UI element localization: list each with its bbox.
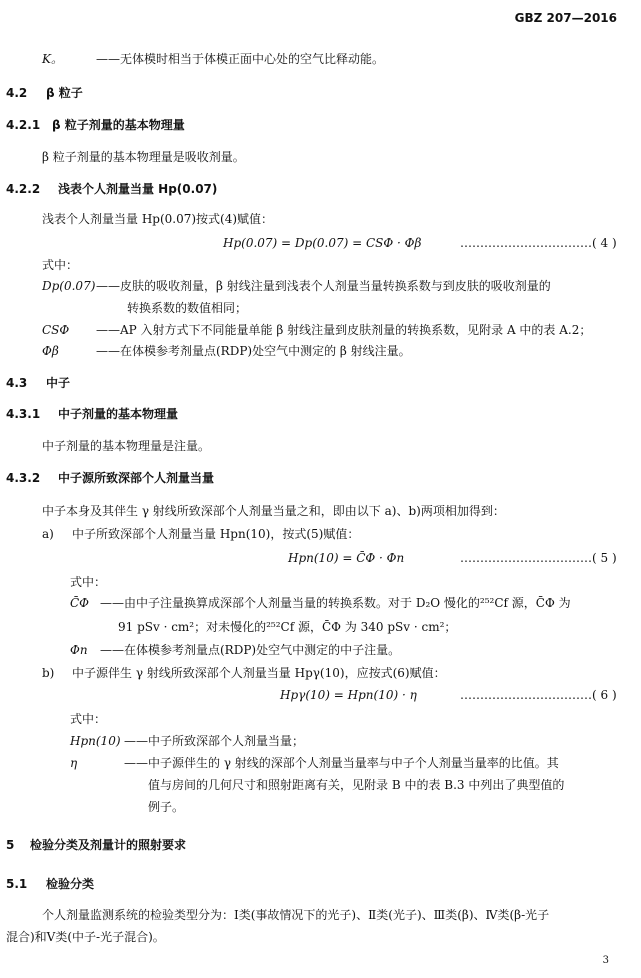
section-4-3-1-number: 4.3.1 [6,407,41,421]
section-4-2-2-title: 浅表个人剂量当量 Hp(0.07) [58,182,218,196]
section-5-1-number: 5.1 [6,877,28,891]
definition-phi-n: ——在体模参考剂量点(RDP)处空气中测定的中子注量。 [100,643,401,657]
definition-c-phi-bar-line2: 91 pSv · cm²；对未慢化的²⁵²Cf 源，C̄Φ 为 340 pSv · cm²； [118,620,457,634]
section-4-3-title: 中子 [46,376,71,390]
definition-k0: ——无体模时相当于体模正面中心处的空气比释动能。 [96,52,385,66]
item-b-where-label: 式中： [70,712,107,726]
section-4-2-1-title: β 粒子剂量的基本物理量 [52,118,185,132]
definition-dp-line1: ——皮肤的吸收剂量，β 射线注量到浅表个人剂量当量转换系数与到皮肤的吸收剂量的 [96,279,551,293]
where-label: 式中： [42,258,79,272]
definition-hpn: ——中子所致深部个人剂量当量； [124,734,305,748]
symbol-k0: K。 [42,52,63,66]
symbol-phi-n: Φn [70,643,88,657]
section-4-3-number: 4.3 [6,376,28,390]
formula-5-number: ……………………………( 5 ) [460,551,617,565]
section-4-2-title: β 粒子 [46,86,83,100]
formula-4-number: ……………………………( 4 ) [460,236,617,250]
section-5-1-body-line2: 混合)和Ⅴ类(中子-光子混合)。 [6,930,165,944]
section-4-2-number: 4.2 [6,86,28,100]
symbol-hpn: Hpn(10) [70,734,121,748]
formula-4: Hp(0.07) = Dp(0.07) = CSΦ · Φβ [223,236,422,250]
item-b-label: b) [42,666,55,680]
section-4-2-2-number: 4.2.2 [6,182,41,196]
item-a-where-label: 式中： [70,575,107,589]
formula-5: Hpn(10) = C̄Φ · Φn [288,551,405,565]
symbol-csphi: CSΦ [42,323,70,337]
section-4-2-1-body: β 粒子剂量的基本物理量是吸收剂量。 [42,150,245,164]
definition-c-phi-bar-line1: ——由中子注量换算成深部个人剂量当量的转换系数。对于 D₂O 慢化的²⁵²Cf 源，C̄Φ 为 [100,596,571,610]
section-4-3-2-number: 4.3.2 [6,471,41,485]
definition-csphi: ——AP 入射方式下不同能量单能 β 射线注量到皮肤剂量的转换系数，见附录 A 中的表 A.2； [96,323,592,337]
section-4-3-2-title: 中子源所致深部个人剂量当量 [58,471,215,485]
page-number: 3 [602,955,609,966]
section-5-number: 5 [6,838,15,852]
definition-eta-line2: 值与房间的几何尺寸和照射距离有关，见附录 B 中的表 B.3 中列出了典型值的 [148,778,565,792]
symbol-dp: Dp(0.07) [42,279,96,293]
section-4-3-2-intro: 中子本身及其伴生 γ 射线所致深部个人剂量当量之和，即由以下 a)、b)两项相加得到： [42,504,505,518]
section-5-title: 检验分类及剂量计的照射要求 [30,838,187,852]
section-5-1-body-line1: 个人剂量监测系统的检验类型分为：Ⅰ类(事故情况下的光子)、Ⅱ类(光子)、Ⅲ类(β)、Ⅳ类(β-光子 [42,908,550,922]
section-5-1-title: 检验分类 [46,877,95,891]
document-code: GBZ 207—2016 [514,11,617,25]
symbol-eta: η [70,756,78,770]
item-a-text: 中子所致深部个人剂量当量 Hpn(10)，按式(5)赋值： [72,527,360,541]
formula-6-number: ……………………………( 6 ) [460,688,617,702]
section-4-3-1-body: 中子剂量的基本物理量是注量。 [42,439,211,453]
formula-6: Hpγ(10) = Hpn(10) · η [280,688,417,702]
section-4-3-1-title: 中子剂量的基本物理量 [58,407,179,421]
symbol-c-phi-bar: C̄Φ [70,596,90,610]
definition-eta-line3: 例子。 [148,800,185,814]
symbol-phi-beta: Φβ [42,344,59,358]
item-b-text: 中子源伴生 γ 射线所致深部个人剂量当量 Hpγ(10)，应按式(6)赋值： [72,666,446,680]
section-4-2-2-intro: 浅表个人剂量当量 Hp(0.07)按式(4)赋值： [42,212,274,226]
item-a-label: a) [42,527,54,541]
definition-dp-line2: 转换系数的数值相同； [127,301,248,315]
section-4-2-1-number: 4.2.1 [6,118,41,132]
definition-phi-beta: ——在体模参考剂量点(RDP)处空气中测定的 β 射线注量。 [96,344,411,358]
definition-eta-line1: ——中子源伴生的 γ 射线的深部个人剂量当量率与中子个人剂量当量率的比值。其 [124,756,559,770]
